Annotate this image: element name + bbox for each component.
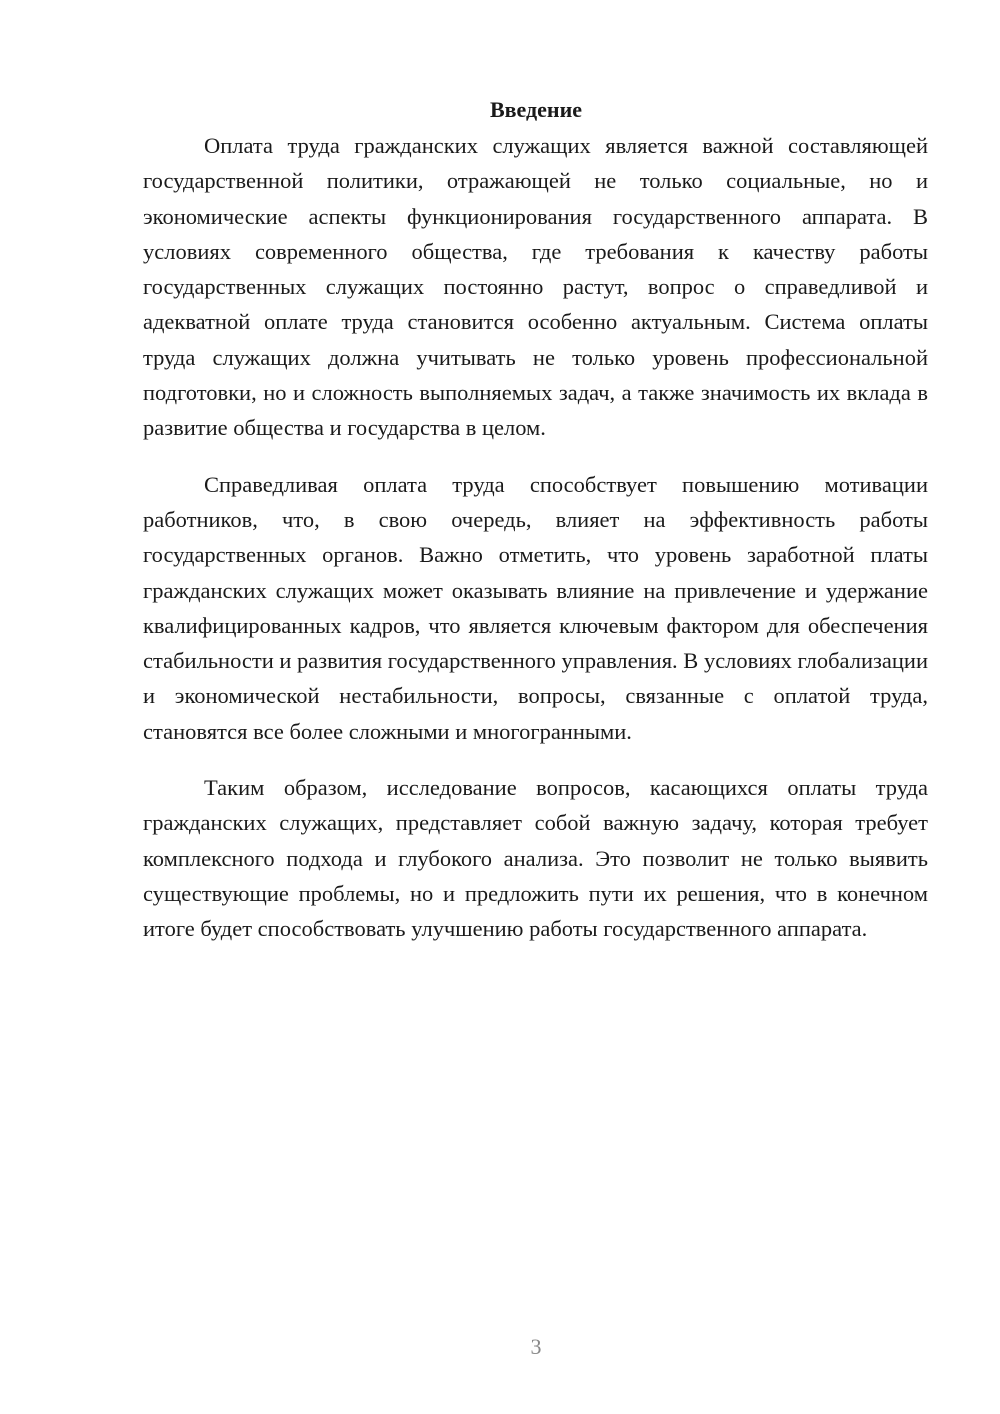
- section-title: Введение: [489, 97, 583, 122]
- paragraph-1: Оплата труда гражданских служащих является важной составляющей государственной политики, отражающей не только социальные, но и экономические аспекты функционирования государственного аппарата. В условиях современного общества, где требования к качеству работы государственных служащих постоянно растут, вопрос о справедливой и адекватной оплате труда становится особенно актуальным. Система оплаты труда служащих должна учитывать не только уровень профессиональной подготовки, но и сложность выполняемых задач, а также значимость их вклада в развитие общества и государства в целом.: [143, 133, 928, 441]
- paragraph-3: Таким образом, исследование вопросов, касающихся оплаты труда гражданских служащих, представляет собой важную задачу, которая требует комплексного подхода и глубокого анализа. Это позволит не только выявить существующие проблемы, но и предложить пути их решения, что в конечном итоге будет способствовать улучшению работы государственного аппарата.: [143, 775, 928, 942]
- page-body: [143, 94, 928, 968]
- paragraph-2: Справедливая оплата труда способствует повышению мотивации работников, что, в свою очередь, влияет на эффективность работы государственных органов. Важно отметить, что уровень заработной платы гражданских служащих может оказывать влияние на привлечение и удержание квалифицированных кадров, что является ключевым фактором для обеспечения стабильности и развития государственного управления. В условиях глобализации и экономической нестабильности, вопросы, связанные с оплатой труда, становятся все более сложными и многогранными.: [143, 471, 929, 744]
- page-number: 3: [530, 1334, 542, 1359]
